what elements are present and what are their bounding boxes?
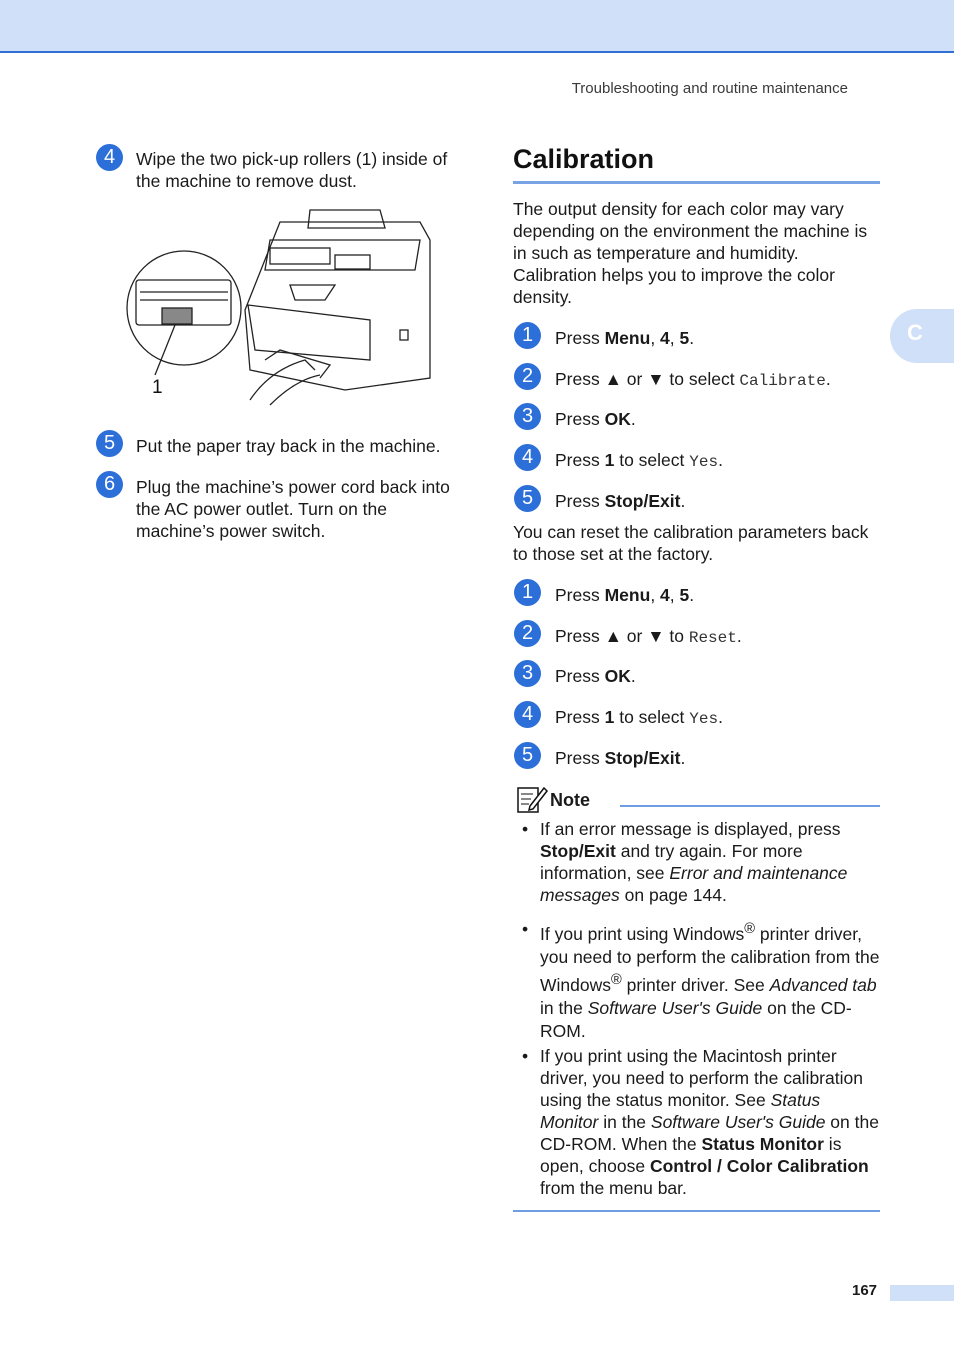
reset-step-1-number: 1 [514,579,541,606]
note-top-rule [620,805,880,807]
callout-1: 1 [152,377,163,398]
step-number-5: 5 [96,430,123,457]
reset-step-4-text: Press 1 to select Yes. [555,707,723,728]
cal-step-2-text: Press ▲ or ▼ to select Calibrate. [555,369,831,390]
printer-illustration [120,200,440,412]
note-title: Note [550,790,590,810]
cal-step-3-number: 3 [514,403,541,430]
reset-step-3-text: Press OK. [555,666,636,686]
running-head: Troubleshooting and routine maintenance [571,80,848,97]
cal-step-4-text: Press 1 to select Yes. [555,450,723,471]
cal-step-1-text: Press Menu, 4, 5. [555,328,695,348]
cal-step-1-number: 1 [514,322,541,349]
reset-step-5-text: Press Stop/Exit. [555,748,686,768]
step-6-text: Plug the machine’s power cord back into the AC power outlet. Turn on the machine’s power switch. [136,477,450,541]
cal-step-3-text: Press OK. [555,409,636,429]
cal-step-4-number: 4 [514,444,541,471]
note-pencil-icon [516,784,548,814]
page-number: 167 [852,1282,878,1299]
step-5-text: Put the paper tray back in the machine. [136,436,441,456]
reset-step-1-text: Press Menu, 4, 5. [555,585,695,605]
reset-step-3-number: 3 [514,660,541,687]
title-rule [513,181,880,184]
chapter-letter: C [907,320,923,345]
reset-step-2-text: Press ▲ or ▼ to Reset. [555,626,742,647]
cal-step-5-text: Press Stop/Exit. [555,491,686,511]
cal-step-2-number: 2 [514,363,541,390]
note-bottom-rule [513,1210,880,1212]
header-bar [0,0,954,53]
step-number-4: 4 [96,144,123,171]
step-4-text: Wipe the two pick-up rollers (1) inside of the machine to remove dust. [136,149,448,191]
reset-step-4-number: 4 [514,701,541,728]
section-title: Calibration [513,144,655,174]
reset-step-5-number: 5 [514,742,541,769]
cal-step-5-number: 5 [514,485,541,512]
reset-step-2-number: 2 [514,620,541,647]
chapter-tab [890,309,954,363]
reset-paragraph: You can reset the calibration parameters back to those set at the factory. [513,522,869,564]
step-number-6: 6 [96,471,123,498]
footer-tab [890,1285,954,1301]
intro-paragraph: The output density for each color may vary depending on the environment the machine is in such as temperature and humidity. Calibration helps you to improve the color density. [513,199,868,307]
